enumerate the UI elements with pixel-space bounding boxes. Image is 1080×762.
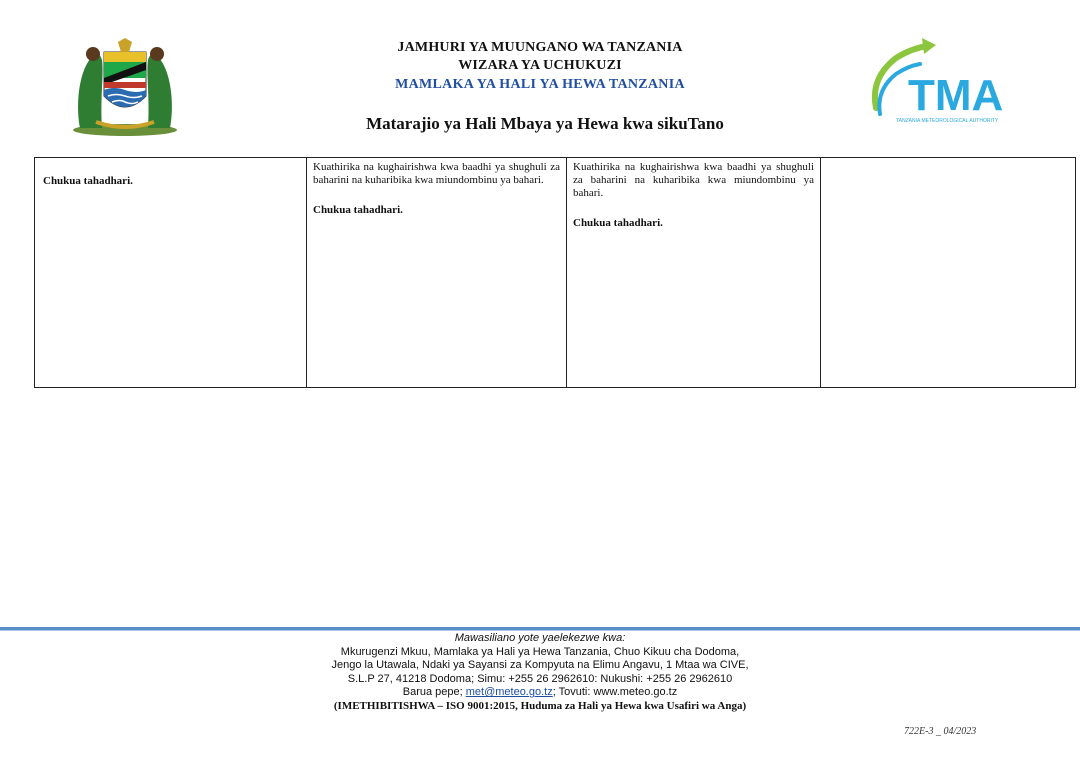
table-row [35, 158, 1076, 388]
footer-address-line: Mkurugenzi Mkuu, Mamlaka ya Hali ya Hewa Tanzania, Chuo Kikuu cha Dodoma, [340, 645, 740, 658]
authority-name: MAMLAKA YA HALI YA HEWA TANZANIA [395, 77, 685, 92]
impact-text: Kuathirika na kughairishwa kwa baadhi ya shughuli za baharini na kuharibika kwa miundombinu ya bahari. [573, 161, 814, 199]
certification-note: (IMETHIBITISHWA – ISO 9001:2015, Huduma za Hali ya Hewa kwa Usafiri wa Anga) [333, 699, 747, 712]
email-label: Barua pepe; [402, 686, 466, 699]
footer-address-line: S.L.P 27, 41218 Dodoma; Simu: +255 26 2962610: Nukushi: +255 26 2962610 [347, 672, 733, 685]
letterhead [0, 0, 1080, 150]
footer-address-line: Jengo la Utawala, Ndaki ya Sayansi za Kompyuta na Elimu Angavu, 1 Mtaa wa CIVE, [331, 659, 749, 672]
advice-text: Chukua tahadhari. [43, 175, 133, 187]
tma-tagline: TANZANIA METEOROLOGICAL AUTHORITY [896, 118, 999, 124]
ministry-name: WIZARA YA UCHUKUZI [458, 58, 622, 73]
footer-contact-line [0, 686, 1080, 700]
advice-text: Chukua tahadhari. [313, 204, 403, 216]
impact-text: Kuathirika na kughairishwa kwa baadhi ya shughuli za baharini na kuharibika kwa miundombinu ya bahari. [313, 161, 560, 186]
tma-logo-icon [866, 38, 1006, 130]
email-link[interactable]: met@meteo.go.tz [465, 686, 553, 699]
footer-contact [0, 632, 1080, 714]
tma-wordmark: TMA [908, 71, 1004, 120]
website-link[interactable]: www.meteo.go.tz [593, 686, 678, 699]
table-cell-col2 [307, 158, 567, 388]
table-cell-col4 [821, 158, 1076, 388]
advice-text: Chukua tahadhari. [573, 217, 663, 229]
forecast-table [34, 157, 1076, 388]
footer-intro: Mawasiliano yote yaelekezwe kwa: [454, 632, 626, 644]
web-label: ; Tovuti: [552, 686, 594, 699]
republic-name: JAMHURI YA MUUNGANO WA TANZANIA [397, 40, 683, 55]
page-title: Matarajio ya Hali Mbaya ya Hewa kwa sikuTano [366, 114, 724, 133]
table-cell-col1 [35, 158, 307, 388]
form-code: 722E-3 _ 04/2023 [904, 726, 977, 737]
table-cell-col3 [567, 158, 821, 388]
